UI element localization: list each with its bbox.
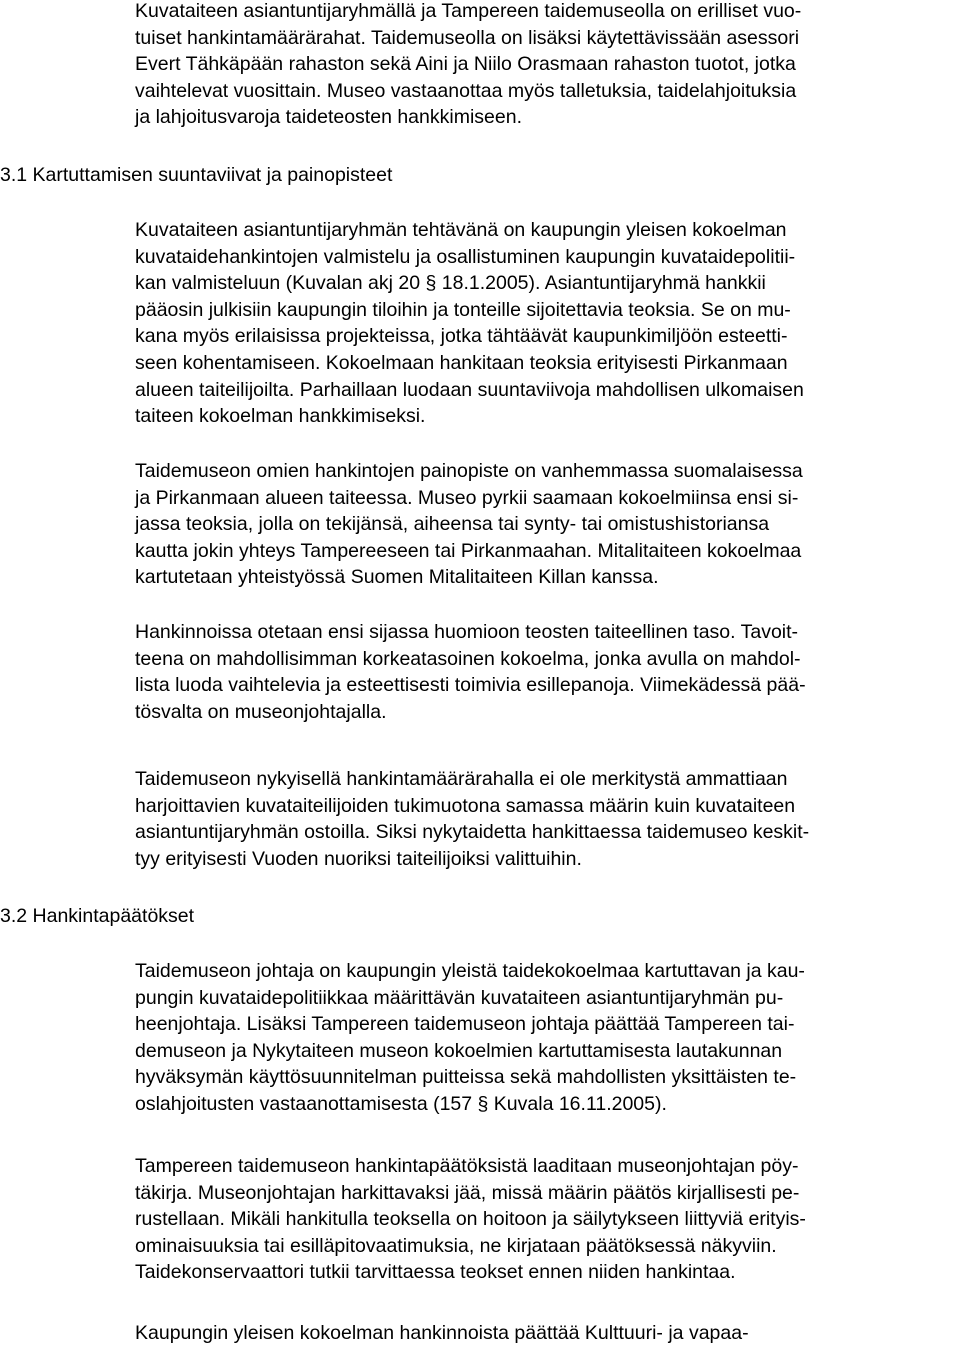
intro-paragraph <box>135 0 950 131</box>
text-line: Tampereen taidemuseon hankintapäätöksistä laaditaan museonjohtajan pöy- <box>135 1155 799 1177</box>
text-line: asiantuntijaryhmän ostoilla. Siksi nykytaidetta hankittaessa taidemuseo keskit- <box>135 821 810 844</box>
text-line: Kuvataiteen asiantuntijaryhmällä ja Tampereen taidemuseolla on erilliset vuo- <box>135 0 802 22</box>
section-3-1-paragraph-1 <box>135 217 950 430</box>
text-line: pungin kuvataidepolitiikkaa määrittävän kuvataiteen asiantuntijaryhmän pu- <box>135 986 784 1009</box>
text-line: oslahjoitusten vastaanottamisesta (157 § Kuvala 16.11.2005). <box>135 1092 667 1115</box>
section-3-2-paragraph-1 <box>135 958 950 1118</box>
text-line: tösvalta on museonjohtajalla. <box>135 700 387 723</box>
text-line: teena on mahdollisimman korkeatasoinen kokoelma, jonka avulla on mahdol- <box>135 647 801 670</box>
section-3-1-paragraph-3 <box>135 619 950 725</box>
text-line: vaihtelevat vuosittain. Museo vastaanottaa myös talletuksia, taidelahjoituksia <box>135 79 797 102</box>
text-line: heenjohtaja. Lisäksi Tampereen taidemuseon johtaja päättää Tampereen tai- <box>135 1013 795 1036</box>
text-line: kan valmisteluun (Kuvalan akj 20 § 18.1.2005). Asiantuntijaryhmä hankkii <box>135 272 766 295</box>
text-line: ominaisuuksia tai esilläpitovaatimuksia, ne kirjataan päätöksessä näkyviin. <box>135 1234 777 1257</box>
text-line: kartutetaan yhteistyössä Suomen Mitalitaiteen Killan kanssa. <box>135 566 659 589</box>
text-line: Taidemuseon omien hankintojen painopiste on vanhemmassa suomalaisessa <box>135 460 803 482</box>
text-line: Kaupungin yleisen kokoelman hankinnoista päättää Kulttuuri- ja vapaa- <box>135 1322 749 1344</box>
text-line: jassa teoksia, jolla on tekijänsä, aiheensa tai synty- tai omistushistoriansa <box>135 513 770 536</box>
text-line: Evert Tähkäpään rahaston sekä Aini ja Niilo Orasmaan rahaston tuotot, jotka <box>135 53 796 76</box>
text-line: kautta jokin yhteys Tampereeseen tai Pirkanmaahan. Mitalitaiteen kokoelmaa <box>135 539 802 562</box>
section-3-2-paragraph-3 <box>135 1320 950 1347</box>
text-line: Taidemuseon johtaja on kaupungin yleistä taidekokoelmaa kartuttavan ja kau- <box>135 960 805 982</box>
text-line: tuiset hankintamäärärahat. Taidemuseolla on lisäksi käytettävissään asessori <box>135 26 800 49</box>
text-line: Taidekonservaattori tutkii tarvittaessa teokset ennen niiden hankintaa. <box>135 1261 736 1284</box>
text-line: harjoittavien kuvataiteilijoiden tukimuotona samassa määrin kuin kuvataiteen <box>135 794 796 817</box>
section-3-1-paragraph-4 <box>135 766 950 872</box>
section-3-2-paragraph-2 <box>135 1153 950 1286</box>
text-line: pääosin julkisiin kaupungin tiloihin ja tonteille sijoitettavia teoksia. Se on mu- <box>135 298 791 321</box>
text-line: rustellaan. Mikäli hankitulla teoksella on hoitoon ja säilytykseen liittyviä erityis- <box>135 1208 806 1231</box>
text-line: alueen taiteilijoilta. Parhaillaan luodaan suuntaviivoja mahdollisen ulkomaisen <box>135 378 804 401</box>
text-line: lista luoda vaihtelevia ja esteettisesti toimivia esillepanoja. Viimekädessä pää- <box>135 674 806 697</box>
text-line: Hankinnoissa otetaan ensi sijassa huomioon teosten taiteellinen taso. Tavoit- <box>135 621 799 643</box>
text-line: taiteen kokoelman hankkimiseksi. <box>135 405 426 428</box>
section-3-1-paragraph-2 <box>135 458 950 591</box>
text-line: ja Pirkanmaan alueen taiteessa. Museo pyrkii saamaan kokoelmiinsa ensi si- <box>135 486 799 509</box>
text-line: demuseon ja Nykytaiteen museon kokoelmien kartuttamisesta lautakunnan <box>135 1039 783 1062</box>
text-line: tyy erityisesti Vuoden nuoriksi taiteilijoiksi valittuihin. <box>135 847 582 870</box>
text-line: kana myös erilaisissa projekteissa, jotka tähtäävät kaupunkimiljöön esteetti- <box>135 325 788 348</box>
text-line: seen kohentamiseen. Kokoelmaan hankitaan teoksia erityisesti Pirkanmaan <box>135 351 788 374</box>
text-line: täkirja. Museonjohtajan harkittavaksi jää, missä määrin päätös kirjallisesti pe- <box>135 1181 800 1204</box>
text-line: ja lahjoitusvaroja taideteosten hankkimiseen. <box>135 106 522 129</box>
text-line: kuvataidehankintojen valmistelu ja osallistuminen kaupungin kuvataidepolitii- <box>135 245 796 268</box>
text-line: hyväksymän käyttösuunnitelman puitteissa sekä mahdollisten yksittäisten te- <box>135 1066 797 1089</box>
section-heading-3-2: 3.2 Hankintapäätökset <box>0 905 195 927</box>
text-line: Kuvataiteen asiantuntijaryhmän tehtävänä on kaupungin yleisen kokoelman <box>135 219 787 241</box>
section-heading-3-1: 3.1 Kartuttamisen suuntaviivat ja painopisteet <box>0 164 393 186</box>
text-line: Taidemuseon nykyisellä hankintamäärärahalla ei ole merkitystä ammattiaan <box>135 768 788 790</box>
